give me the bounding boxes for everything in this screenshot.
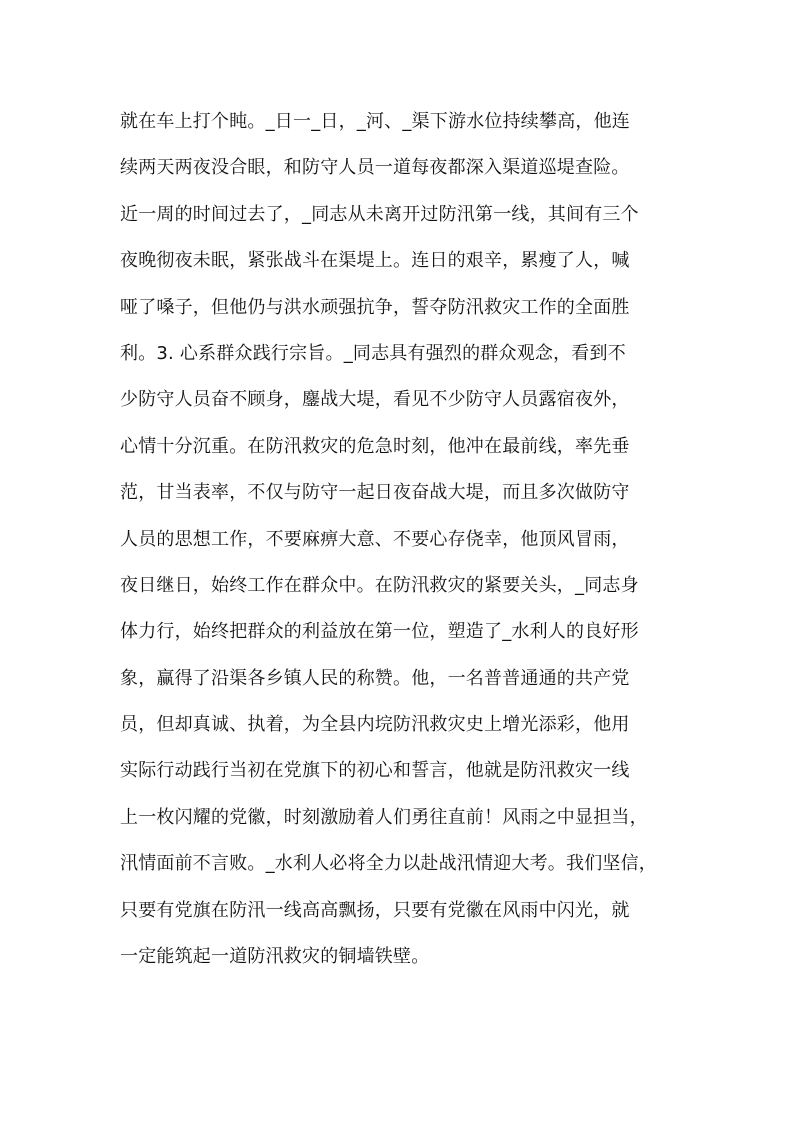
text-line: 范，甘当表率，不仅与防守一起日夜奋战大堤，而且多次做防守 (120, 482, 630, 504)
text-line: 近一周的时间过去了，_同志从未离开过防汛第一线，其间有三个 (120, 203, 639, 225)
text-line: 心情十分沉重。在防汛救灾的危急时刻，他冲在最前线，率先垂 (120, 435, 630, 457)
text-line: 上一枚闪耀的党徽，时刻激励着人们勇往直前！风雨之中显担当， (120, 806, 648, 828)
text-line: 就在车上打个盹。_日一_日，_河、_渠下游水位持续攀高，他连 (120, 111, 630, 132)
text-line: 一定能筑起一道防汛救灾的铜墙铁壁。 (120, 946, 430, 968)
text-line: 体力行，始终把群众的利益放在第一位，塑造了_水利人的良好形 (120, 621, 639, 643)
text-line: 只要有党旗在防汛一线高高飘扬，只要有党徽在风雨中闪光，就 (120, 899, 630, 921)
text-line: 实际行动践行当初在党旗下的初心和誓言，他就是防汛救灾一线 (120, 760, 630, 782)
text-line: 夜日继日，始终工作在群众中。在防汛救灾的紧要关头，_同志身 (120, 574, 639, 596)
text-line: 哑了嗓子，但他仍与洪水顽强抗争，誓夺防汛救灾工作的全面胜 (120, 296, 630, 318)
text-line: 人员的思想工作，不要麻痹大意、不要心存侥幸，他顶风冒雨， (120, 528, 630, 550)
body-text (120, 104, 680, 985)
text-line: 少防守人员奋不顾身，鏖战大堤，看见不少防守人员露宿夜外， (120, 389, 630, 411)
text-line: 员，但却真诚、执着，为全县内垸防汛救灾史上增光添彩，他用 (120, 714, 630, 736)
text-line: 汛情面前不言败。_水利人必将全力以赴战汛情迎大考。我们坚信， (120, 853, 657, 875)
text-line: 续两天两夜没合眼，和防守人员一道每夜都深入渠道巡堤查险。 (120, 157, 630, 179)
text-line: 利。3. 心系群众践行宗旨。_同志具有强烈的群众观念，看到不 (120, 342, 626, 364)
text-line: 象，赢得了沿渠各乡镇人民的称赞。他，一名普普通通的共产党 (120, 667, 630, 689)
text-line: 夜晚彻夜未眠，紧张战斗在渠堤上。连日的艰辛，累瘦了人，喊 (120, 250, 630, 272)
